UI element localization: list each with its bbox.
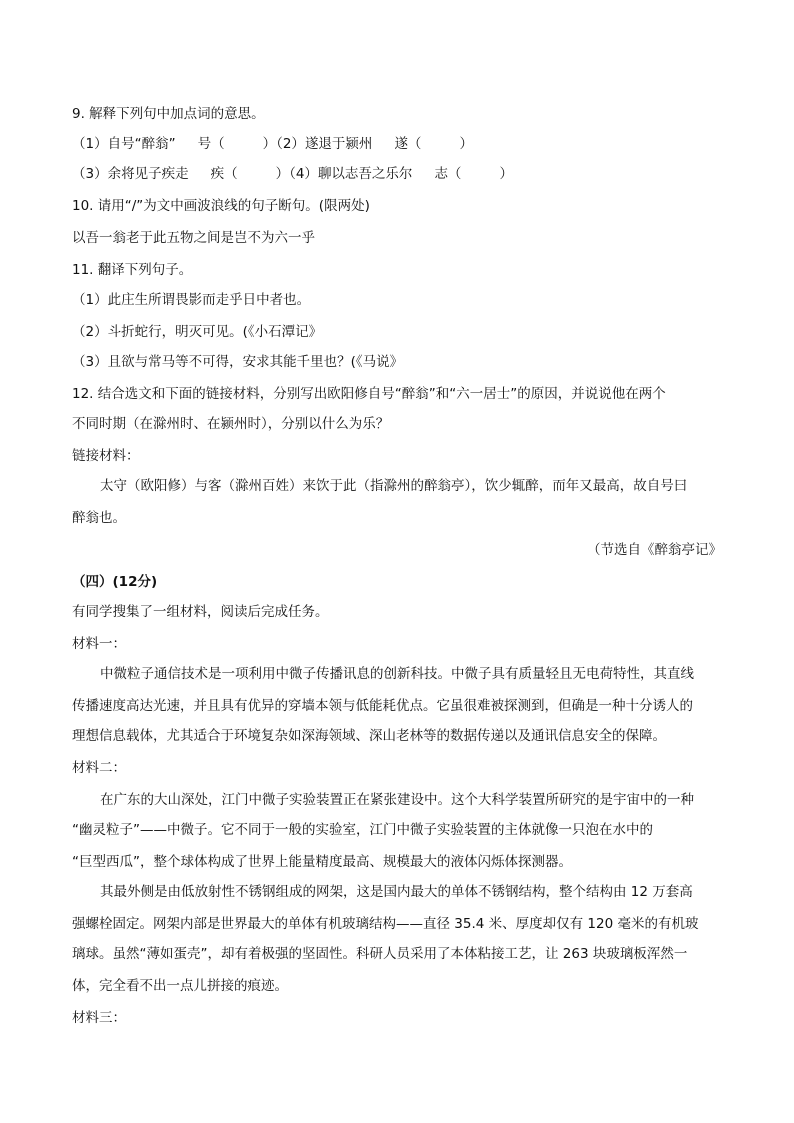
section4-title: （四）(12分) (72, 574, 158, 590)
material-2-line-4: 其最外侧是由低放射性不锈钢组成的网架，这是国内最大的单体不锈钢结构，整个结构由 12 万套高 (100, 884, 693, 900)
material-3-label: 材料三： (72, 1010, 126, 1026)
material-1-line-3: 理想信息载体，尤其适合于环境复杂如深海领域、深山老林等的数据传递以及通讯信息安全的保障。 (72, 728, 666, 744)
q11-item-3: （3）且欲与常马等不可得，安求其能千里也？(《马说》 (72, 354, 404, 370)
material-2-line-7: 体，完全看不出一点儿拼接的痕迹。 (72, 978, 288, 994)
q9-item-1-key: 号（ (197, 136, 225, 152)
material-2-line-1: 在广东的大山深处，江门中微子实验装置正在紧张建设中。这个大科学装置所研究的是宇宙中的一种 (100, 792, 694, 808)
q10-sentence: 以吾一翁老于此五物之间是岂不为六一乎 (72, 230, 315, 246)
q9-item-2-close: ） (459, 136, 473, 152)
q9-item-1-text: 自号“醉翁” (107, 136, 176, 152)
material-1-label: 材料一： (72, 636, 126, 652)
q9-item-3-key: 疾（ (210, 166, 238, 182)
q9-item-2-key: 遂（ (394, 136, 422, 152)
material-1-line-2: 传播速度高达光速，并且具有优异的穿墙本领与低能耗优点。它虽很难被探测到，但确是一种十分诱人的 (72, 698, 693, 714)
q9-row-2 (72, 164, 722, 184)
q12-link-line-2: 醉翁也。 (72, 510, 126, 526)
material-2-line-6: 璃球。虽然“薄如蛋壳”，却有着极强的坚固性。科研人员采用了本体粘接工艺，让 263 块玻璃板浑然一 (72, 946, 688, 962)
material-2-line-2: “幽灵粒子”——中微子。它不同于一般的实验室，江门中微子实验装置的主体就像一只泡在水中的 (72, 822, 653, 838)
q11-title: 11. 翻译下列句子。 (72, 262, 193, 278)
q11-item-2: （2）斗折蛇行，明灭可见。(《小石潭记》 (72, 324, 323, 340)
q12-link-line-1: 太守（欧阳修）与客（滁州百姓）来饮于此（指滁州的醉翁亭），饮少辄醉，而年又最高，故自号曰 (100, 478, 688, 494)
section4-intro: 有同学搜集了一组材料，阅读后完成任务。 (72, 604, 329, 620)
material-2-label: 材料二： (72, 760, 126, 776)
q12-line-2: 不同时期（在滁州时、在颍州时），分别以什么为乐？ (72, 416, 390, 432)
q9-item-4-text: 聊以志吾之乐尔 (317, 166, 413, 182)
q9-row-1 (72, 134, 722, 154)
q9-title: 9. 解释下列句中加点词的意思。 (72, 106, 265, 122)
q12-source: （节选自《醉翁亭记》 (587, 542, 722, 558)
material-2-line-5: 强螺栓固定。网架内部是世界最大的单体有机玻璃结构——直径 35.4 米、厚度却仅有 120 毫米的有机玻 (72, 916, 699, 932)
q12-link-label: 链接材料： (72, 448, 140, 464)
q9-item-3-close: ） (275, 166, 290, 182)
q9-item-3-num: （3） (72, 166, 108, 182)
q9-item-4-close: ） (499, 166, 513, 182)
q9-item-4-key: 志（ (434, 166, 462, 182)
q11-item-1: （1）此庄生所谓畏影而走乎日中者也。 (72, 292, 311, 308)
q9-item-1-num: （1） (72, 136, 108, 152)
q9-item-4-num: （4） (289, 166, 318, 182)
q12-line-1: 12. 结合选文和下面的链接材料，分别写出欧阳修自号“醉翁”和“六一居士”的原因，并说说他在两个 (72, 386, 666, 402)
q10-title: 10. 请用“/”为文中画波浪线的句子断句。(限两处) (72, 198, 370, 214)
q9-item-2-num: （2） (276, 136, 305, 152)
q9-item-1-close: ） (262, 136, 277, 152)
q9-item-2-text: 遂退于颍州 (304, 136, 373, 152)
material-2-line-3: “巨型西瓜”，整个球体构成了世界上能量精度最高、规模最大的液体闪烁体探测器。 (72, 854, 572, 870)
material-1-line-1: 中微粒子通信技术是一项利用中微子传播讯息的创新科技。中微子具有质量轻且无电荷特性，其直线 (100, 666, 694, 682)
q9-item-3-text: 余将见子疾走 (107, 166, 189, 182)
